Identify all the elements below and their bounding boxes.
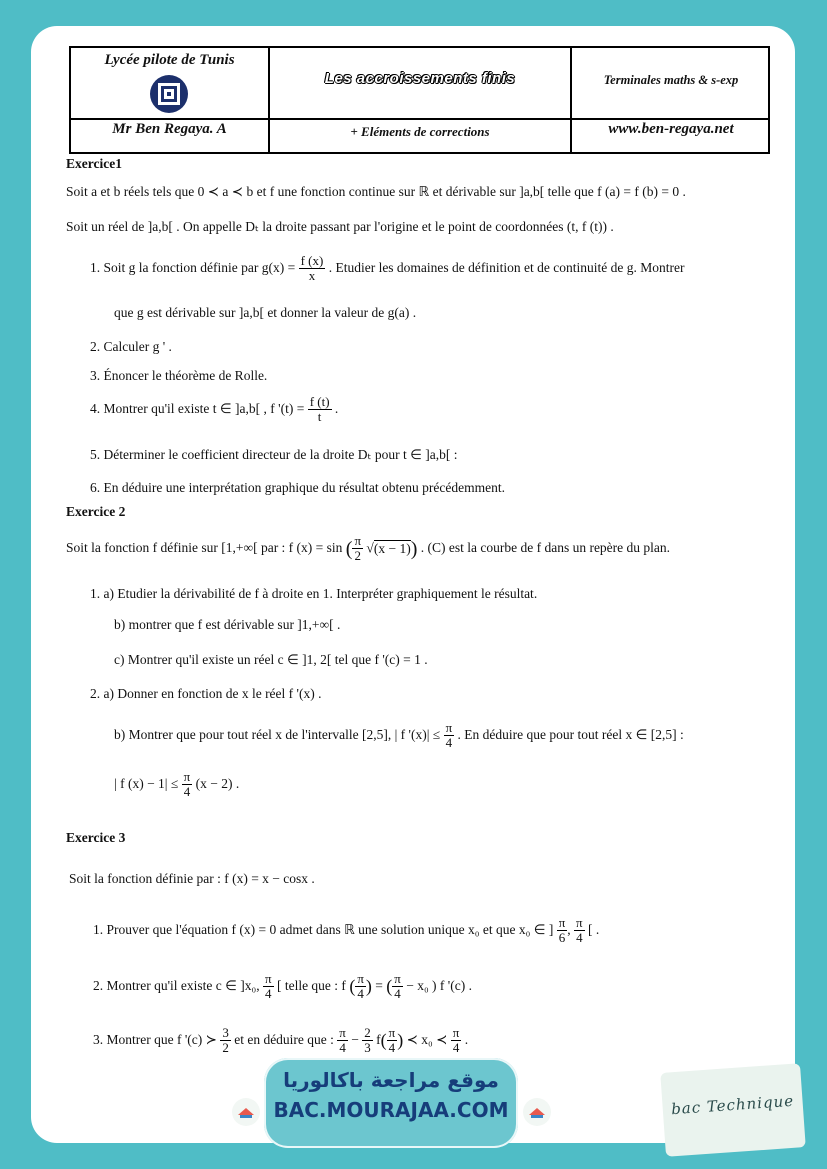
- teacher-name: Mr Ben Regaya. A: [112, 121, 227, 137]
- ex2-question-2a: 2. a) Donner en fonction de x le réel f '(x) .: [90, 686, 322, 701]
- right-mini-logo: [523, 1098, 551, 1126]
- ex2-question-1c: c) Montrer qu'il existe un réel c ∈ ]1, 2[ tel que f '(c) = 1 .: [114, 652, 428, 667]
- school-logo: [149, 74, 189, 114]
- bac-technique-stamp: bac Technique: [660, 1063, 806, 1157]
- ex2-intro: Soit la fonction f définie sur [1,+∞[ par : f (x) = sin ( $\frac{\pi}{2}$ √(x − 1)) . (C) est la courbe de f dans un repère du plan.: [66, 533, 671, 564]
- exercise-2-title: Exercice 2: [66, 504, 126, 519]
- ex1-intro-2: Soit un réel de ]a,b[ . On appelle Dₜ la droite passant par l'origine et le point de coordonnées (t, f (t)) .: [66, 219, 614, 234]
- exercise-1-title: Exercice1: [66, 156, 122, 171]
- header-table: [69, 46, 770, 154]
- left-mini-logo: [232, 1098, 260, 1126]
- school-name: Lycée pilote de Tunis: [104, 52, 235, 68]
- document-page: [31, 26, 795, 1143]
- worksheet-title: Les accroissements finis: [324, 70, 516, 87]
- ex3-question-2: 2. Montrer qu'il existe c ∈ ]x₀, $\frac{\pi}{4}$ [ telle que : f ( $\frac{\pi}{4}$ ) = ( $\frac{\pi}{4}$ − x₀ ) f '(c) .: [93, 971, 472, 1002]
- ex2-question-2b: b) Montrer que pour tout réel x de l'intervalle [2,5], | f '(x)| ≤ $\frac{\pi}{4}$ . En déduire que pour tout réel x ∈ [2,5] :: [114, 720, 684, 751]
- ex3-question-1: 1. Prouver que l'équation f (x) = 0 admet dans ℝ une solution unique x₀ et que x₀ ∈ ] $\frac{\pi}{6}$ , $\frac{\pi}{4}$ [ .: [93, 915, 600, 946]
- corrections-note: + Eléments de corrections: [350, 124, 490, 139]
- ex3-intro: Soit la fonction définie par : f (x) = x − cosx .: [69, 871, 315, 886]
- ex1-question-1b: que g est dérivable sur ]a,b[ et donner la valeur de g(a) .: [114, 305, 417, 320]
- bac-mourajaa-banner[interactable]: [264, 1058, 518, 1148]
- ex2-question-2c: | f (x) − 1| ≤ $\frac{\pi}{4}$ (x − 2) .: [114, 769, 240, 800]
- ex1-question-3: 3. Énoncer le théorème de Rolle.: [90, 368, 268, 383]
- ex2-question-1b: b) montrer que f est dérivable sur ]1,+∞[ .: [114, 617, 341, 632]
- ex1-intro-1: Soit a et b réels tels que 0 ≺ a ≺ b et f une fonction continue sur ℝ et dérivable sur ]a,b[ telle que f (a) = f (b) = 0 .: [66, 184, 686, 199]
- class-level: Terminales maths & s-exp: [603, 73, 739, 87]
- ex1-question-1: 1. Soit g la fonction définie par g(x) = $\frac{f (x)}{x}$ . Etudier les domaines de définition et de continuité de g. Montrer: [90, 253, 685, 284]
- banner-arabic-text: موقع مراجعة باكالوريا: [283, 1068, 499, 1092]
- website-url: www.ben-regaya.net: [608, 121, 734, 137]
- ex1-question-2: 2. Calculer g ' .: [90, 339, 172, 354]
- ex3-question-3: 3. Montrer que f '(c) ≻ $\frac{3}{2}$ et en déduire que : $\frac{\pi}{4}$ − $\frac{2}{3}$ f( $\frac{\pi}{4}$ ) ≺ x₀ ≺ $\frac{\pi}{4}$ .: [93, 1025, 469, 1056]
- banner-site-text: BAC.MOURAJAA.COM: [273, 1098, 509, 1122]
- exercise-3-title: Exercice 3: [66, 830, 126, 845]
- ex1-question-4: 4. Montrer qu'il existe t ∈ ]a,b[ , f '(t) = $\frac{f (t)}{t}$ .: [90, 394, 339, 425]
- ex1-question-6: 6. En déduire une interprétation graphique du résultat obtenu précédemment.: [90, 480, 505, 495]
- ex2-question-1a: 1. a) Etudier la dérivabilité de f à droite en 1. Interpréter graphiquement le résultat.: [90, 586, 538, 601]
- ex1-question-5: 5. Déterminer le coefficient directeur de la droite Dₜ pour t ∈ ]a,b[ :: [90, 447, 458, 462]
